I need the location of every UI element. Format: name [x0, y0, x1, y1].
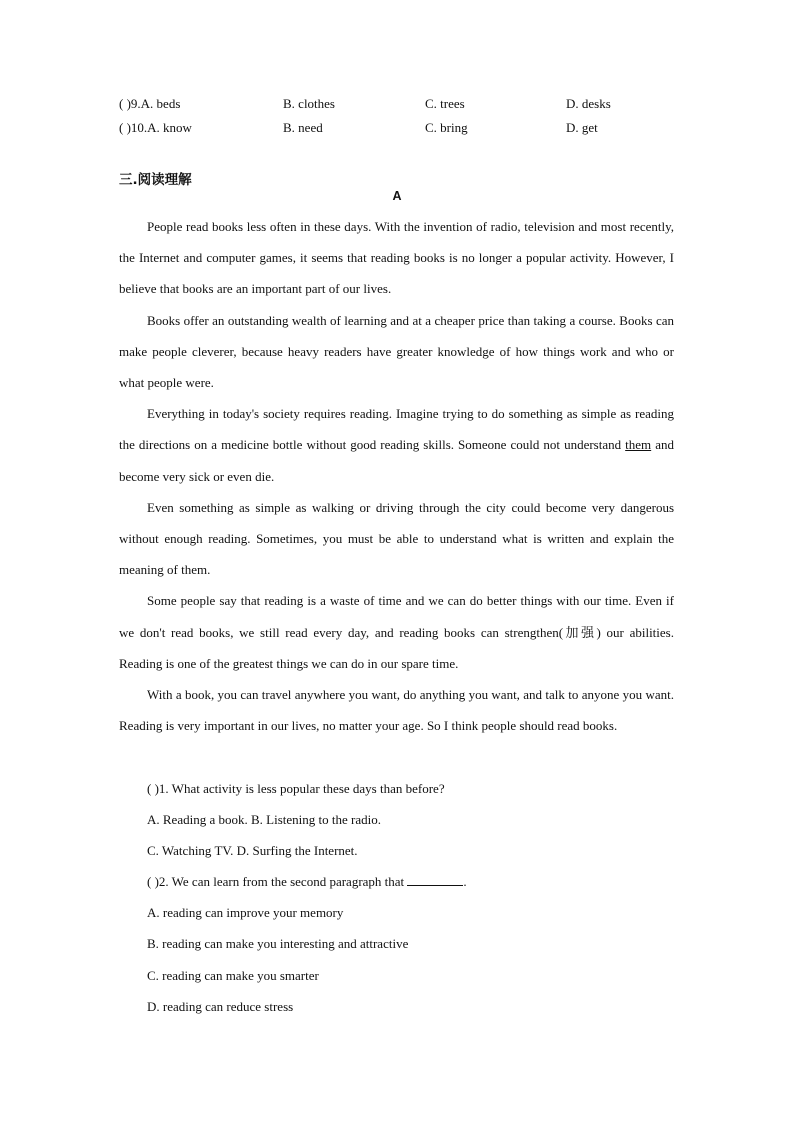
paragraph-1: People read books less often in these days. With the invention of radio, television and most recently, the Internet and computer games, it seems that reading books is no longer a popular activity. However, I believe that books are an important part of our lives.: [119, 219, 674, 297]
paragraph-5: Some people say that reading is a waste of time and we can do better things with our time. Even if we don't read books, we still read every day, and reading books can strengthen(加强) our abilities. Reading is one of the greatest things we can do in our spare time.: [119, 593, 674, 671]
question-1-options-ab: A. Reading a book. B. Listening to the radio.: [147, 812, 381, 828]
passage-label: A: [392, 189, 402, 203]
question-2-option-d: D. reading can reduce stress: [147, 998, 294, 1014]
question-2-option-b: B. reading can make you interesting and attractive: [147, 936, 409, 952]
paragraph-2: Books offer an outstanding wealth of learning and at a cheaper price than taking a course. Books can make people cleverer, because heavy readers have greater knowledge of how things work and who or what people were.: [119, 312, 674, 391]
question-2-option-c: C. reading can make you smarter: [147, 967, 319, 983]
paragraph-3-text-end: and become very sick or even die.: [119, 437, 674, 484]
question-2-option-a: A. reading can improve your memory: [147, 905, 344, 921]
underlined-word: them: [625, 437, 652, 453]
question-10-option-b: B. need: [283, 120, 323, 135]
paragraph-3: [119, 398, 674, 492]
question-10-option-c: C. bring: [425, 120, 468, 135]
question-2-text: ( )2. We can learn from the second paragraph that: [147, 874, 408, 890]
question-1-stem: ( )1. What activity is less popular these days than before?: [147, 781, 445, 796]
answer-blank[interactable]: [407, 873, 463, 886]
paragraph-4: Even something as simple as walking or driving through the city could become very dangerous without enough reading. Sometimes, you must be able to understand what is written and explain the meaning of them.: [119, 499, 674, 578]
reading-passage: [119, 211, 674, 741]
section-title: 三.阅读理解: [119, 172, 192, 188]
question-10-option-d: D. get: [566, 120, 598, 135]
question-10-row: [119, 120, 679, 138]
paragraph-6: With a book, you can travel anywhere you want, do anything you want, and talk to anyone you want. Reading is very important in our lives, no matter your age. So I think people should read books.: [119, 687, 674, 734]
question-9-row: [119, 96, 679, 114]
question-2-stem: [147, 866, 674, 897]
question-9-option-b: B. clothes: [283, 96, 335, 111]
question-2-period: .: [463, 874, 467, 890]
question-9-option-d: D. desks: [566, 96, 611, 111]
question-9-option-a: ( )9.A. beds: [119, 96, 181, 111]
question-10-option-a: ( )10.A. know: [119, 120, 192, 135]
question-9-option-c: C. trees: [425, 96, 465, 111]
question-1-options-cd: C. Watching TV. D. Surfing the Internet.: [147, 843, 358, 859]
comprehension-questions: [147, 773, 674, 1022]
paragraph-3-text-start: Everything in today's society requires reading. Imagine trying to do something as simple as reading the directions on a medicine bottle without good reading skills. Someone could not understand: [119, 406, 674, 453]
